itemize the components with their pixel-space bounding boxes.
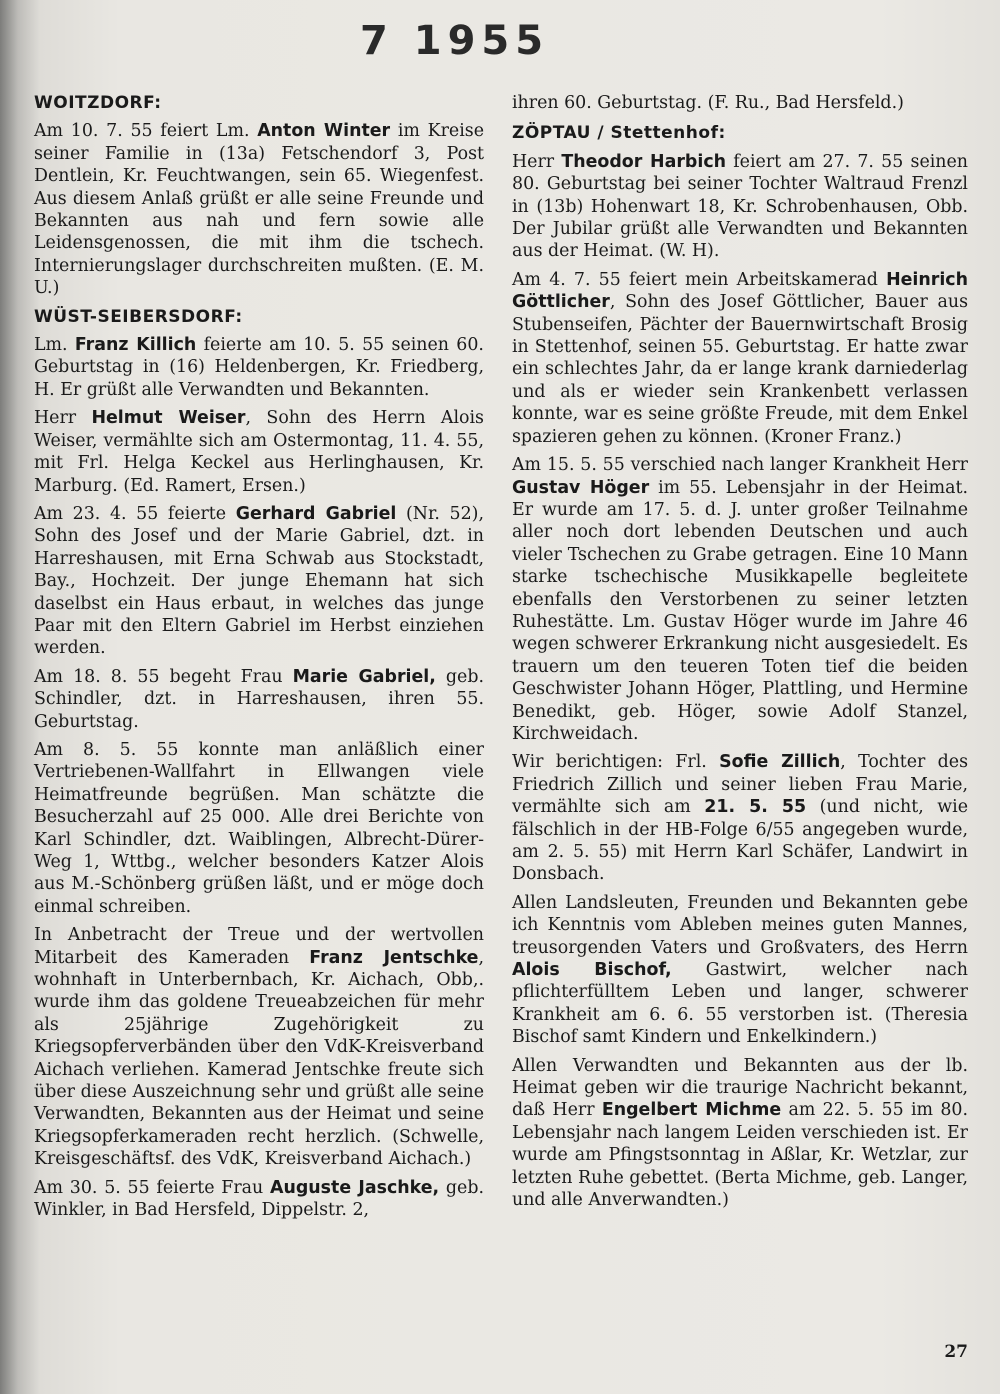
section-title: WOITZDORF:	[34, 93, 162, 113]
notice-text: Am 18. 8. 55 begeht Frau	[34, 666, 293, 687]
notice-paragraph	[512, 151, 968, 263]
person-name: Sofie Zillich	[719, 752, 841, 773]
notice-paragraph	[34, 120, 484, 299]
left-column	[34, 92, 484, 1228]
notice-paragraph	[512, 269, 968, 448]
notice-text: (Nr. 52), Sohn des Josef und der Marie Gabriel, dzt. in Harreshausen, mit Erna Schwab aus Stockstadt, Bay., Hochzeit. Der junge Ehemann hat sich daselbst ein Haus erbaut, in welches das junge Paar mit den Eltern Gabriel im Herbst einziehen werden.	[34, 503, 484, 659]
notice-text: ihren 60. Geburtstag. (F. Ru., Bad Hersfeld.)	[512, 93, 904, 113]
notice-text: , wohnhaft in Unterbernbach, Kr. Aichach, Obb,. wurde ihm das goldene Treueabzeichen für mehr als 25jährige Zugehörigkeit zu Kriegsopferverbänden über den VdK-Kreisverband Aichach verliehen. Kamerad Jentschke freute sich über diese Auszeichnung sehr und grüßt alle seine Verwandten, Bekannten aus der Heimat und seine Kriegsopferkameraden recht herzlich. (Schwelle, Kreisgeschäftsf. des VdK, Kreisverband Aichach.)	[34, 947, 484, 1170]
person-name: Gustav Höger	[512, 477, 650, 498]
section-title: WÜST-SEIBERSDORF:	[34, 306, 243, 327]
person-name: Helmut Weiser	[91, 408, 246, 429]
notice-text: Allen Verwandten und Bekannten aus der lb. Heimat geben wir die traurige Nachricht bekannt, daß Herr	[512, 1055, 968, 1121]
notice-text: geb. Winkler, in Bad Hersfeld, Dippelstr. 2,	[34, 1177, 484, 1221]
notice-text: feierte am 10. 5. 55 seinen 60. Geburtstag in (16) Heldenbergen, Kr. Friedberg, H. Er grüßt alle Verwandten und Bekannten.	[34, 335, 484, 400]
notice-text: feiert am 27. 7. 55 seinen 80. Geburtstag bei seiner Tochter Waltraud Frenzl in (13b) Hohenwart 18, Kr. Schrobenhausen, Obb. Der Jubilar grüßt alle Verwandten und Bekannten aus der Heimat. (W. H).	[512, 151, 968, 262]
notice-text: Am 30. 5. 55 feierte Frau	[34, 1177, 270, 1198]
notice-text: , Sohn des Josef Göttlicher, Bauer aus Stubenseifen, Pächter der Bauernwirtschaft Brosig in Stettenhof, seinen 55. Geburtstag. Er hatte zwar ein schlechtes Jahr, da er lange krank darniederlag und als er wieder sein Krankenbett verlassen konnte, war es seine größte Freude, mit dem Enkel spazieren gehen zu können. (Kroner Franz.)	[512, 292, 968, 447]
person-name: 21. 5. 55	[704, 797, 807, 818]
notice-text: (und nicht, wie fälschlich in der HB-Folge 6/55 angegeben wurde, am 2. 5. 55) mit Herrn Karl Schäfer, Landwirt in Donsbach.	[512, 797, 969, 885]
notice-paragraph	[512, 751, 968, 885]
notice-text: In Anbetracht der Treue und der wertvollen Mitarbeit des Kameraden	[34, 925, 484, 968]
notice-paragraph	[512, 92, 968, 114]
notice-text: Am 8. 5. 55 konnte man anläßlich einer Vertriebenen-Wallfahrt in Ellwangen viele Heimatfreunde begrüßen. Man schätzte die Besucherzahl auf 25 000. Alle drei Berichte von Karl Schindler, dzt. Waiblingen, Albrecht-Dürer-Weg 1, Wttbg., welcher besonders Katzer Alois aus M.-Schönberg grüßen läßt, und er möge doch einmal schreiben.	[34, 739, 484, 917]
notice-paragraph	[34, 407, 484, 497]
notice-text: , Sohn des Herrn Alois Weiser, vermählte sich am Ostermontag, 11. 4. 55, mit Frl. Helga Keckel aus Herlinghausen, Kr. Marburg. (Ed. Ramert, Ersen.)	[34, 408, 484, 496]
notice-text: Herr	[512, 151, 562, 172]
notice-paragraph	[34, 334, 484, 401]
notice-text: Am 10. 7. 55 feiert Lm.	[34, 121, 258, 142]
person-name: Alois Bischof,	[512, 960, 672, 981]
notice-paragraph	[512, 454, 968, 745]
person-name: Gerhard Gabriel	[235, 503, 397, 524]
notice-text: Wir berichtigen: Frl.	[512, 752, 720, 773]
notice-text: Herr	[34, 408, 92, 429]
notice-text: Am 15. 5. 55 verschied nach langer Krankheit Herr	[512, 455, 968, 476]
notice-paragraph	[34, 924, 484, 1170]
notice-paragraph	[34, 739, 484, 918]
person-name: Engelbert Michme	[601, 1100, 782, 1121]
notice-paragraph	[512, 1055, 968, 1212]
notice-text: Lm.	[34, 335, 75, 356]
notice-text: im Kreise seiner Familie in (13a) Fetschendorf 3, Post Dentlein, Kr. Feuchtwangen, sein 65. Wiegenfest. Aus diesem Anlaß grüßt er alle seine Freunde und Bekannten aus nah und fern sowie alle Leidensgenossen, die mit ihm die tschech. Internierungslager durchschreiten mußten. (E. M. U.)	[34, 121, 485, 299]
person-name: Franz Killich	[74, 335, 197, 356]
notice-text: Am 23. 4. 55 feierte	[34, 503, 236, 524]
notice-paragraph	[34, 1177, 484, 1222]
notice-paragraph	[34, 503, 484, 660]
notice-text: Allen Landsleuten, Freunden und Bekannten gebe ich Kenntnis vom Ableben meines guten Mannes, treusorgenden Vaters und Großvaters, des Herrn	[512, 892, 968, 958]
section-title: ZÖPTAU / Stettenhof:	[512, 123, 726, 144]
right-column	[512, 92, 968, 1218]
notice-text: , Tochter des Friedrich Zillich und seiner lieben Frau Marie, vermählte sich am	[512, 752, 968, 818]
notice-text: Am 4. 7. 55 feiert mein Arbeitskamerad	[512, 269, 887, 290]
notice-paragraph	[34, 666, 484, 733]
person-name: Theodor Harbich	[561, 151, 727, 172]
person-name: Marie Gabriel,	[292, 666, 436, 687]
notice-text: am 22. 5. 55 im 80. Lebensjahr nach langem Leiden verschieden ist. Er wurde am Pfingstsonntag in Aßlar, Kr. Wetzlar, zur letzten Ruhe gebettet. (Berta Michme, geb. Langer, und alle Anverwandten.)	[512, 1100, 968, 1211]
notice-text: geb. Schindler, dzt. in Harreshausen, ihren 55. Geburtstag.	[34, 666, 484, 732]
person-name: Heinrich Göttlicher	[512, 269, 968, 313]
person-name: Anton Winter	[257, 121, 391, 142]
notice-text: Gastwirt, welcher nach pflichterfülltem Leben und langer, schwerer Krankheit am 6. 6. 55 verstorben ist. (Theresia Bischof samt Kindern und Enkelkindern.)	[512, 960, 968, 1048]
issue-header: 7 1955	[360, 18, 550, 64]
person-name: Franz Jentschke	[309, 947, 479, 968]
notice-paragraph	[512, 892, 968, 1049]
person-name: Auguste Jaschke,	[270, 1177, 440, 1198]
notice-text: im 55. Lebensjahr in der Heimat. Er wurde am 17. 5. d. J. unter großer Teilnahme aller noch dort lebenden Deutschen und auch vieler Tschechen zu Grabe getragen. Eine 10 Mann starke tschechische Musikkapelle begleitete ebenfalls den Verstorbenen zu seiner letzten Ruhestätte. Lm. Gustav Höger wurde im Jahre 46 wegen schwerer Erkrankung nicht ausgesiedelt. Es trauern um den teueren Toten tief die beiden Geschwister Johann Höger, Plattling, und Hermine Benedikt, geb. Höger, sowie Adolf Stanzel, Kirchweidach.	[512, 477, 968, 744]
page-number: 27	[944, 1342, 968, 1362]
